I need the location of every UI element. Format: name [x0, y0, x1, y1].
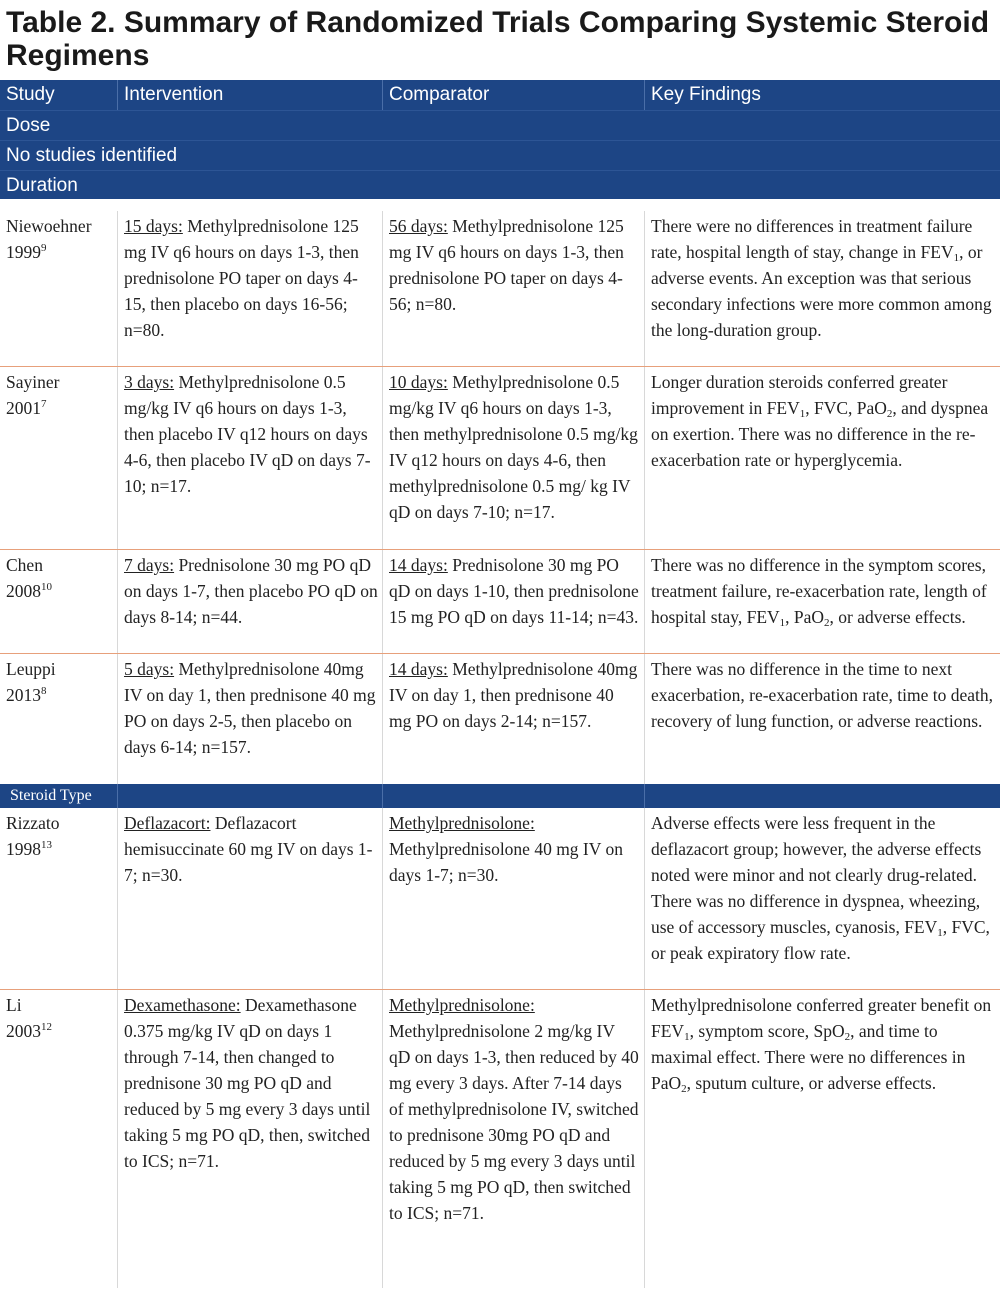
header-intervention: Intervention — [118, 80, 383, 110]
study-cell: Niewoehner 1999$^9$ — [0, 211, 118, 366]
study-cell: Sayiner 2001$^7$ — [0, 367, 118, 549]
table-row — [0, 211, 1000, 367]
intervention-cell: 3 days: Methylprednisolone 0.5 mg/kg IV q6 hours on days 1-3, then placebo IV q12 hours on days 4-6, then placebo IV qD on days 7-10; n=17. — [118, 367, 383, 549]
table-row — [0, 550, 1000, 654]
comparator-cell: 14 days: Methylprednisolone 40mg IV on day 1, then prednisone 40 mg PO on days 2-14; n=157. — [383, 654, 645, 784]
trials-table — [0, 80, 1000, 1288]
study-cell: Rizzato 1998$^{13}$ — [0, 808, 118, 989]
comparator-cell: 14 days: Prednisolone 30 mg PO qD on days 1-10, then prednisolone 15 mg PO qD on days 11-14; n=43. — [383, 550, 645, 653]
section-no-studies: No studies identified — [0, 141, 1000, 171]
study-cell: Chen 2008$^{10}$ — [0, 550, 118, 653]
findings-cell: Methylprednisolone conferred greater benefit on $FEV_1$, symptom score, SpO$_2$, and time to maximal effect. There were no differences in PaO$_2$, sputum culture, or adverse effects. — [651, 995, 992, 1095]
comparator-cell: Methylprednisolone: Methylprednisolone 2 mg/kg IV qD on days 1-3, then reduced by 40 mg every 3 days. After 7-14 days of methylprednisolone IV, switched to prednisone 30mg PO qD and reduced by 5 mg every 3 days until taking 5 mg PO qD, then switched to ICS; n=71. — [383, 990, 645, 1288]
section-dose: Dose — [0, 111, 1000, 141]
findings-cell: Longer duration steroids conferred greater improvement in $FEV_1$, FVC, PaO$_2$, and dyspnea on exertion. There was no difference in the re-exacerbation rate or hyperglycemia. — [651, 372, 989, 470]
comparator-cell: Methylprednisolone: Methylprednisolone 40 mg IV on days 1-7; n=30. — [383, 808, 645, 989]
intervention-cell: 15 days: Methylprednisolone 125 mg IV q6 hours on days 1-3, then prednisolone PO taper on days 4-15, then placebo on days 16-56; n=80. — [118, 211, 383, 366]
study-cell: Leuppi 2013$^8$ — [0, 654, 118, 784]
section-steroid-type: Steroid Type — [0, 784, 1000, 808]
intervention-cell: 5 days: Methylprednisolone 40mg IV on day 1, then prednisone 40 mg PO on days 2-5, then placebo on days 6-14; n=157. — [118, 654, 383, 784]
table-header — [0, 80, 1000, 111]
study-cell: Li 2003$^{12}$ — [0, 990, 118, 1288]
section-duration: Duration — [0, 171, 1000, 199]
table-row — [0, 990, 1000, 1288]
header-comparator: Comparator — [383, 80, 645, 110]
table-title: Table 2. Summary of Randomized Trials Comparing Systemic Steroid Regimens — [6, 6, 990, 72]
findings-cell: There were no differences in treatment failure rate, hospital length of stay, change in $FEV_1$, or adverse events. An exception was that serious secondary infections were more common among the long-duration group. — [651, 216, 992, 340]
table-row — [0, 654, 1000, 784]
intervention-cell: Dexamethasone: Dexamethasone 0.375 mg/kg IV qD on days 1 through 7-14, then changed to prednisone 30 mg PO qD and reduced by 5 mg every 3 days until taking 5 mg PO qD, then, switched to ICS; n=71. — [118, 990, 383, 1288]
findings-cell: There was no difference in the symptom scores, treatment failure, re-exacerbation rate, length of hospital stay, $FEV_1$, PaO$_2$, or adverse effects. — [651, 555, 987, 629]
intervention-cell: 7 days: Prednisolone 30 mg PO qD on days 1-7, then placebo PO qD on days 8-14; n=44. — [118, 550, 383, 653]
header-key-findings: Key Findings — [651, 84, 761, 105]
table-row — [0, 367, 1000, 550]
findings-cell: Adverse effects were less frequent in the deflazacort group; however, the adverse effects noted were minor and not clearly drug-related. There was no difference in dyspnea, wheezing, use of accessory muscles, cyanosis, $FEV_1$, FVC, or peak expiratory flow rate. — [651, 813, 990, 963]
comparator-cell: 10 days: Methylprednisolone 0.5 mg/kg IV q6 hours on days 1-3, then methylprednisolone 0.5 mg/kg IV q12 hours on days 4-6, then methylprednisolone 0.5 mg/ kg IV qD on days 7-10; n=17. — [383, 367, 645, 549]
header-study: Study — [0, 80, 118, 110]
findings-cell: There was no difference in the time to next exacerbation, re-exacerbation rate, time to death, recovery of lung function, or adverse reactions. — [651, 659, 994, 731]
comparator-cell: 56 days: Methylprednisolone 125 mg IV q6 hours on days 1-3, then prednisolone PO taper on days 4-56; n=80. — [383, 211, 645, 366]
table-row — [0, 808, 1000, 990]
intervention-cell: Deflazacort: Deflazacort hemisuccinate 60 mg IV on days 1-7; n=30. — [118, 808, 383, 989]
